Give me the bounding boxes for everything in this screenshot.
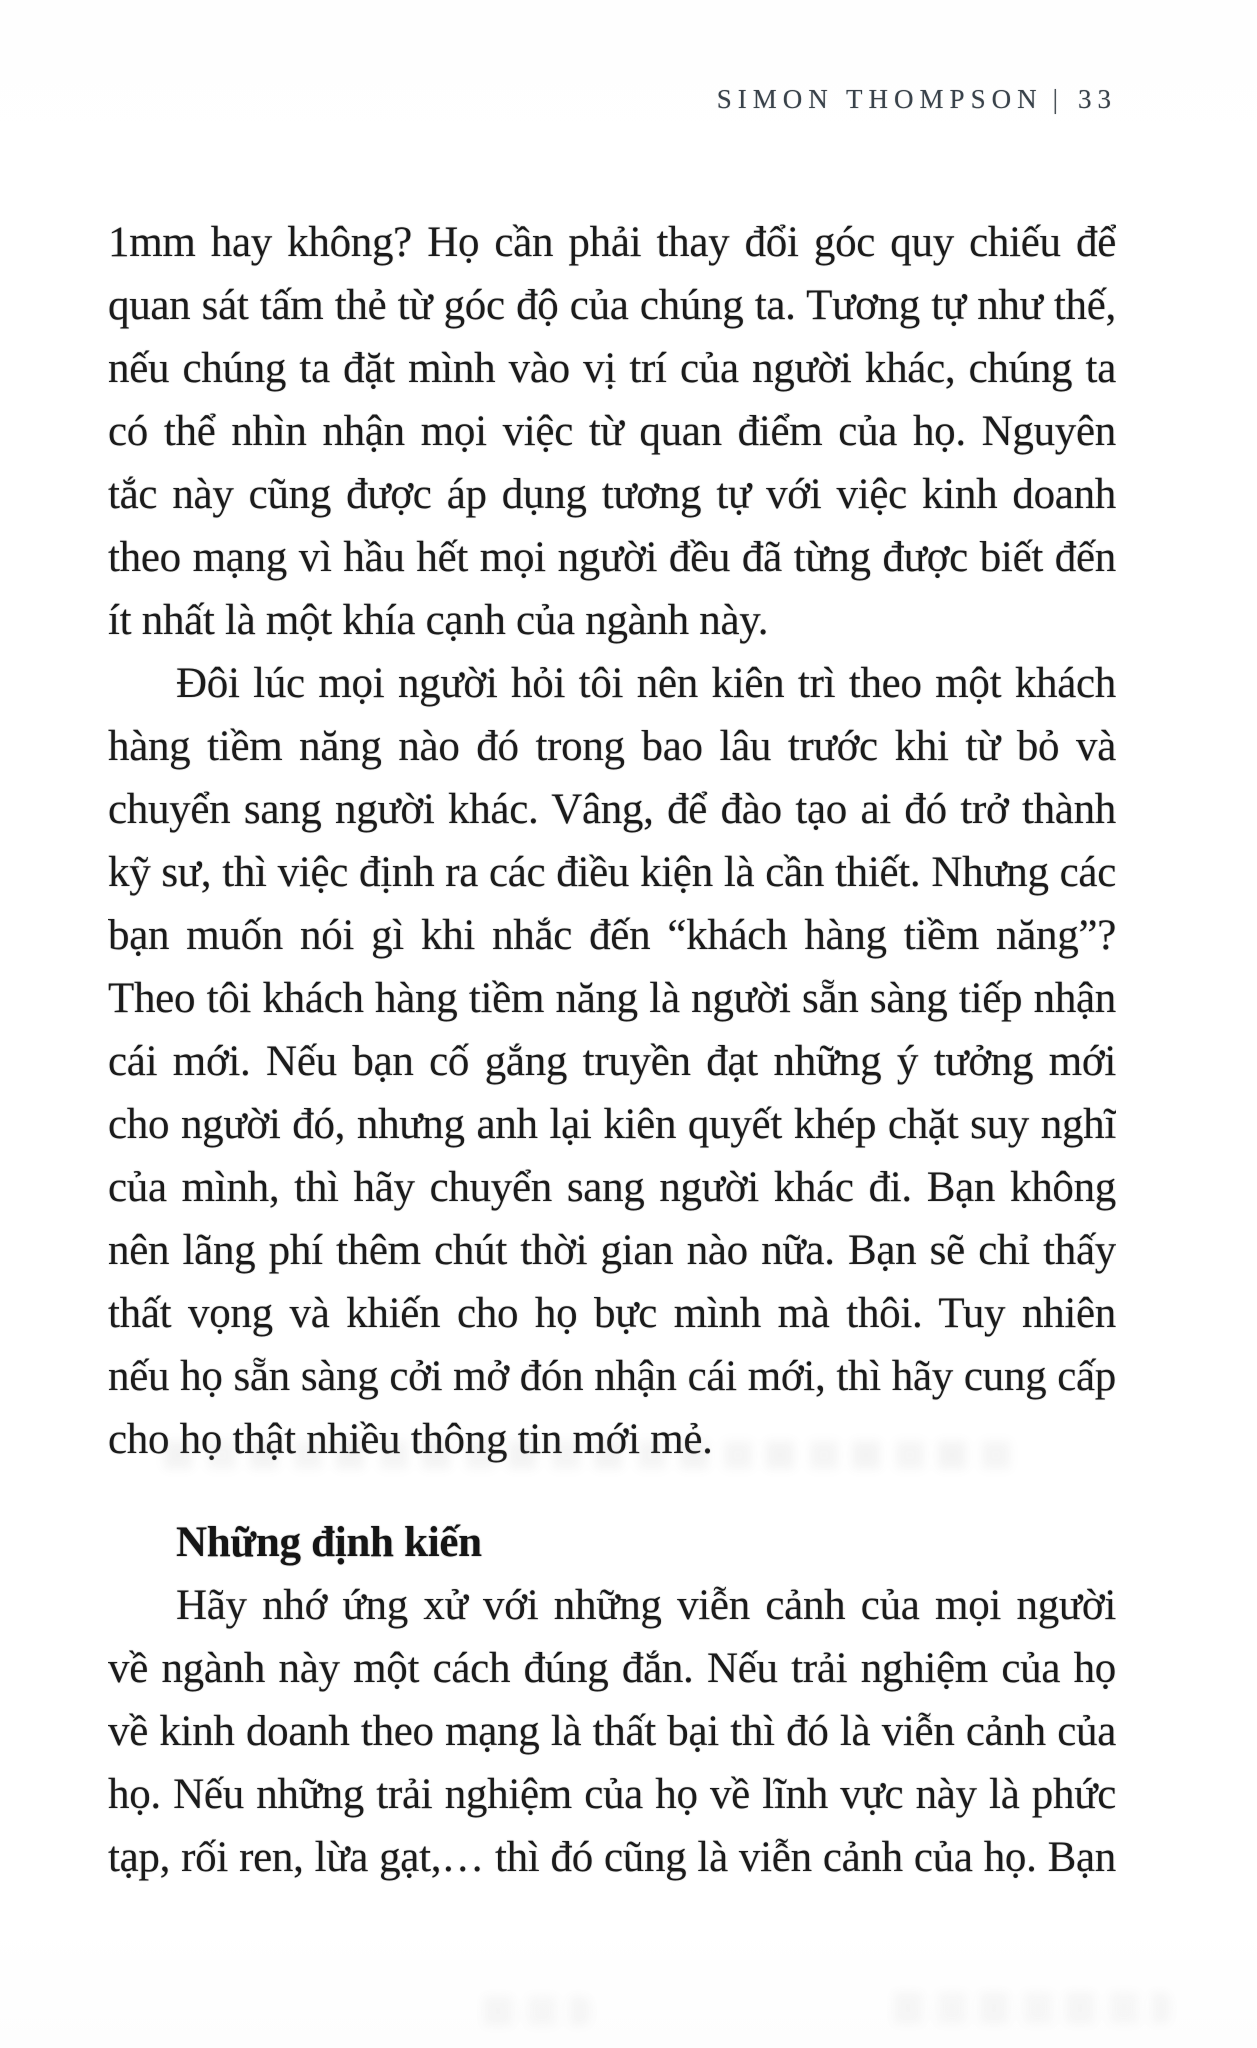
- text-line: cho người đó, nhưng anh lại kiên quyết khép chặt suy nghĩ: [108, 1101, 1116, 1148]
- text-line: hàng tiềm năng nào đó trong bao lâu trước khi từ bỏ và: [108, 723, 1116, 770]
- text-line: cho họ thật nhiều thông tin mới mẻ.: [108, 1416, 713, 1463]
- text-line: Hãy nhớ ứng xử với những viễn cảnh của mọi người: [176, 1582, 1116, 1629]
- header-separator: |: [1052, 84, 1064, 114]
- text-line: tắc này cũng được áp dụng tương tự với việc kinh doanh: [108, 471, 1116, 518]
- running-header: [0, 84, 1117, 115]
- paragraph: [108, 1574, 1116, 1889]
- text-line: bạn muốn nói gì khi nhắc đến “khách hàng tiềm năng”?: [108, 912, 1116, 959]
- text-line: của mình, thì hãy chuyển sang người khác đi. Bạn không: [108, 1164, 1116, 1211]
- paragraph: [108, 211, 1116, 652]
- text-line: cái mới. Nếu bạn cố gắng truyền đạt những ý tưởng mới: [108, 1038, 1116, 1085]
- text-line: nên lãng phí thêm chút thời gian nào nữa. Bạn sẽ chỉ thấy: [108, 1227, 1116, 1274]
- text-line: tạp, rối ren, lừa gạt,… thì đó cũng là viễn cảnh của họ. Bạn: [108, 1834, 1116, 1881]
- text-line: về ngành này một cách đúng đắn. Nếu trải nghiệm của họ: [108, 1645, 1116, 1692]
- text-line: chuyển sang người khác. Vâng, để đào tạo ai đó trở thành: [108, 786, 1116, 833]
- text-line: 1mm hay không? Họ cần phải thay đổi góc quy chiếu để: [108, 219, 1116, 266]
- text-line: có thể nhìn nhận mọi việc từ quan điểm của họ. Nguyên: [108, 408, 1116, 455]
- text-line: nếu chúng ta đặt mình vào vị trí của người khác, chúng ta: [108, 345, 1116, 392]
- text-line: về kinh doanh theo mạng là thất bại thì đó là viễn cảnh của: [108, 1708, 1116, 1755]
- paragraph: [108, 652, 1116, 1471]
- text-line: theo mạng vì hầu hết mọi người đều đã từng được biết đến: [108, 534, 1116, 581]
- page-content: [108, 211, 1116, 1889]
- bleed-through-artifact: [470, 1996, 590, 2026]
- text-line: kỹ sư, thì việc định ra các điều kiện là cần thiết. Nhưng các: [108, 849, 1116, 896]
- page-number: 33: [1078, 84, 1117, 114]
- text-line: họ. Nếu những trải nghiệm của họ về lĩnh vực này là phức: [108, 1771, 1116, 1818]
- text-line: Đôi lúc mọi người hỏi tôi nên kiên trì theo một khách: [176, 660, 1116, 707]
- text-line: ít nhất là một khía cạnh của ngành này.: [108, 597, 769, 644]
- section-heading: Những định kiến: [176, 1519, 482, 1566]
- author-name: SIMON THOMPSON: [716, 84, 1043, 114]
- text-line: nếu họ sẵn sàng cởi mở đón nhận cái mới, thì hãy cung cấp: [108, 1353, 1116, 1400]
- text-line: thất vọng và khiến cho họ bực mình mà thôi. Tuy nhiên: [108, 1290, 1116, 1337]
- bleed-through-artifact: [880, 1992, 1170, 2024]
- text-line: Theo tôi khách hàng tiềm năng là người sẵn sàng tiếp nhận: [108, 975, 1116, 1022]
- text-line: quan sát tấm thẻ từ góc độ của chúng ta. Tương tự như thế,: [108, 282, 1116, 329]
